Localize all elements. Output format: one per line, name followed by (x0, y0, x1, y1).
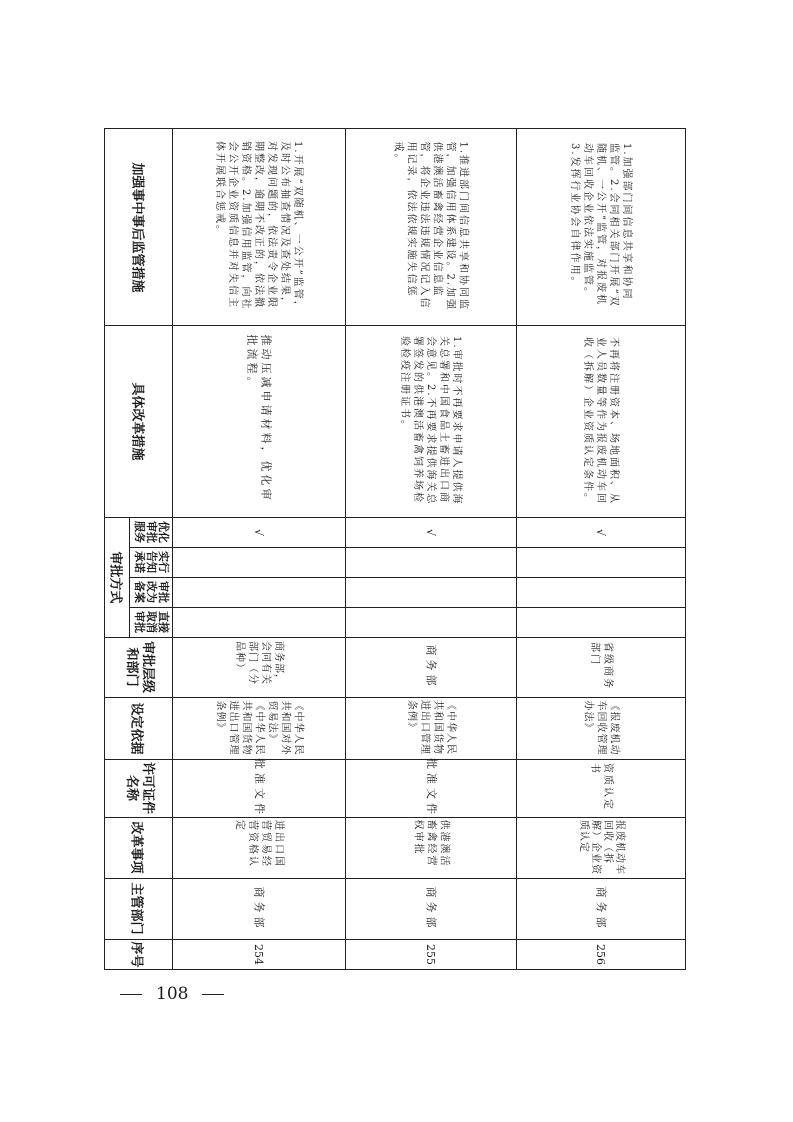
row-256-seq: 256 (594, 943, 607, 965)
row-255-seq: 255 (424, 943, 437, 965)
row-255-optimize-mark: √ (423, 528, 437, 536)
row-254-measures: 推动压减申请材料，优化审批流程。 (245, 334, 273, 503)
header-mode-record: 审批改为备案 (132, 581, 170, 603)
row-254-license: 批准文件 (252, 758, 266, 818)
header-mode-commit: 实行告知承诺 (132, 551, 170, 573)
row-254-level: 商务部，会同有关部门（分品种） (233, 641, 284, 685)
row-256-supervision: 1.加强部门间信息共享和协同监管。2.会同相关部门开展“双随机、一公开”监管，对报废机动车回收企业依法实施监管。3.发挥行业协会自律作用。 (569, 142, 632, 308)
row-256-dept: 商务部 (594, 886, 608, 931)
header-basis: 设定依据 (128, 701, 144, 755)
header-mode-cancel: 直接取消审批 (132, 611, 170, 633)
row-255-license: 批准文件 (424, 758, 438, 818)
row-256-item: 报废机动车回收（拆解）企业资质认定 (577, 819, 625, 875)
header-level: 审批层级和部门 (123, 640, 155, 693)
header-license: 许可证件名称 (123, 761, 155, 814)
dash-right (202, 994, 224, 995)
header-dept: 主管部门 (128, 882, 144, 935)
row-255-item: 供港澳活畜禽经营权审批 (412, 819, 449, 868)
reform-table (104, 128, 686, 970)
row-256-level: 省级商务部门 (588, 642, 613, 690)
row-254-item: 进出口国营贸易经营资格认定 (233, 819, 284, 868)
row-254-supervision: 1.开展“双随机、一公开”监管，及时公布抽查情况及查处结果，对发现问题的，依法责令企业限期整改，逾期不改正的，依法撤销资格。2.加强信用监管，向社会公开企业资质信息并对失信主体开展联合惩戒。 (214, 140, 303, 313)
page-number-text: 108 (156, 984, 189, 1004)
header-seq: 序号 (128, 940, 144, 968)
header-approval-mode: 审批方式 (107, 550, 123, 604)
row-256-basis: 《报废机动车回收管理办法》 (582, 700, 619, 755)
header-item: 改革事项 (128, 821, 144, 874)
header-supervision: 加强事中事后监管措施 (129, 161, 145, 293)
header-measures: 具体改革措施 (129, 381, 145, 461)
row-256-optimize-mark: √ (593, 528, 607, 536)
page-number (120, 984, 224, 1004)
row-254-basis: 《中华人民共和国对外贸易法》《中华人民共和国货物进出口管理条例》 (214, 700, 303, 755)
row-255-basis: 《中华人民共和国货物进出口管理条例》 (405, 700, 456, 755)
row-255-level: 商务部 (424, 644, 438, 690)
row-256-measures: 不再将注册资本、场地面积、从业人员数量等作为报废机动车回收（拆解）企业资质认定条件。 (582, 336, 619, 505)
row-254-dept: 商务部 (252, 886, 266, 931)
header-mode-optimize: 优化审批服务 (132, 521, 170, 543)
row-255-supervision: 1.推进部门间信息共享和协同监管，加强信用体系建设。2.加强供港澳活畜禽经营企业信息监管，将企业违法违规情况记入信用记录，依法依规实施失信惩戒。 (392, 141, 469, 312)
row-254-optimize-mark: √ (251, 528, 265, 536)
row-254-seq: 254 (252, 943, 265, 965)
row-255-dept: 商务部 (424, 886, 438, 931)
dash-left (120, 994, 142, 995)
row-255-measures: 1.审批时不再要求申请人提供海关总署和中国食品土畜进出口商会意见。2.不再要求提供海关总署签发的供港澳活畜禽饲养场检验检疫注册证书。 (399, 335, 462, 506)
row-256-license: 资质认定书 (588, 763, 613, 811)
